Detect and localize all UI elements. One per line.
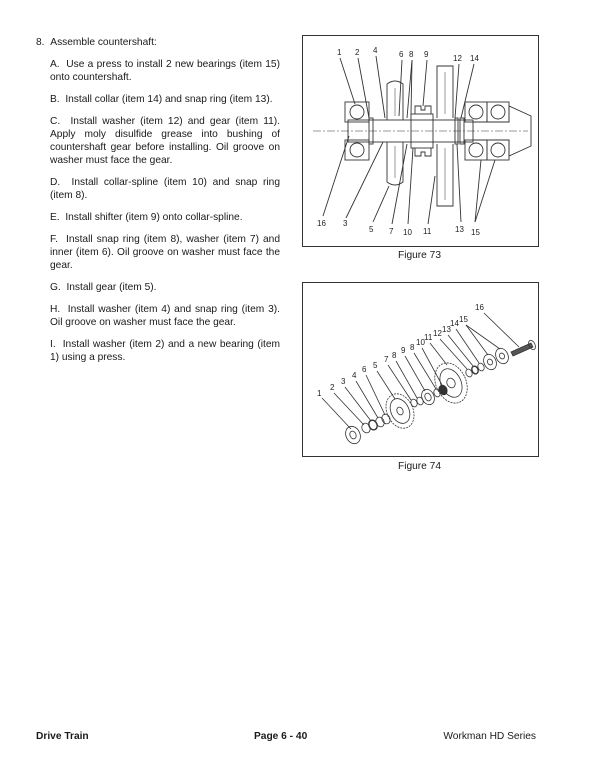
callout-9: 9 [424, 50, 429, 59]
substep-text: Use a press to install 2 new bearings (item 15) onto countershaft. [50, 59, 280, 83]
callout-10: 10 [416, 338, 425, 347]
callout-5: 5 [373, 361, 378, 370]
callout-15: 15 [471, 228, 480, 237]
substep-label: H. [50, 304, 61, 315]
substep-g [50, 281, 280, 294]
substep-label: F. [50, 234, 58, 245]
figure-73-caption: Figure 73 [397, 250, 442, 261]
callout-13: 13 [455, 225, 464, 234]
substep-h [50, 303, 280, 329]
callout-12: 12 [453, 54, 462, 63]
callout-12: 12 [433, 329, 442, 338]
substep-text: Install snap ring (item 8), washer (item 7) and inner (item 6). Oil groove on washer must face the gear. [50, 234, 280, 271]
callout-1: 1 [337, 48, 342, 57]
substep-text: Install washer (item 2) and a new bearing (item 1) using a press. [50, 339, 280, 363]
substep-d [50, 176, 280, 202]
substep-label: G. [50, 282, 61, 293]
substep-e [50, 211, 280, 224]
callout-16: 16 [317, 219, 326, 228]
substep-label: B. [50, 94, 60, 105]
substep-text: Install gear (item 5). [66, 282, 157, 293]
step-title: Assemble countershaft: [50, 37, 157, 48]
callout-5: 5 [369, 225, 374, 234]
substep-b [50, 93, 280, 106]
countershaft-section-drawing [303, 36, 538, 246]
callout-8: 8 [392, 351, 397, 360]
footer-section-title: Drive Train [36, 731, 89, 742]
callout-6: 6 [362, 365, 367, 374]
step-number: 8. [36, 37, 45, 48]
callout-3: 3 [343, 219, 348, 228]
step-heading [36, 36, 280, 49]
instructions [36, 36, 280, 373]
callout-2: 2 [355, 48, 360, 57]
callout-6: 6 [399, 50, 404, 59]
callout-11: 11 [423, 227, 432, 236]
callout-4: 4 [352, 371, 357, 380]
substep-c [50, 115, 280, 167]
callout-3: 3 [341, 377, 346, 386]
substep-label: C. [50, 116, 61, 127]
callout-14: 14 [450, 319, 459, 328]
substep-text: Install shifter (item 9) onto collar-spline. [65, 212, 243, 223]
callout-8: 8 [409, 50, 414, 59]
substep-a [50, 58, 280, 84]
callout-9: 9 [401, 346, 406, 355]
countershaft-exploded-drawing [303, 283, 538, 456]
substep-text: Install collar (item 14) and snap ring (item 13). [65, 94, 273, 105]
substep-label: D. [50, 177, 61, 188]
footer-manual-title: Workman HD Series [443, 731, 536, 742]
figure-73-cross-section [302, 35, 539, 247]
substep-f [50, 233, 280, 272]
callout-14: 14 [470, 54, 479, 63]
callout-10: 10 [403, 228, 412, 237]
figure-74-caption: Figure 74 [397, 461, 442, 472]
callout-8b: 8 [410, 343, 415, 352]
substep-i [50, 338, 280, 364]
substep-label: I. [50, 339, 56, 350]
substep-text: Install washer (item 12) and gear (item 11). Apply moly disulfide grease into bushing of countershaft gear before installing. Oil groove on washer must face the gear. [50, 116, 280, 166]
substep-text: Install washer (item 4) and snap ring (item 3). Oil groove on washer must face the gear. [50, 304, 280, 328]
figure-74-exploded-view [302, 282, 539, 457]
callout-16: 16 [475, 303, 484, 312]
callout-2: 2 [330, 383, 335, 392]
substep-label: A. [50, 59, 60, 70]
footer-page-number: Page 6 - 40 [254, 731, 308, 742]
substep-text: Install collar-spline (item 10) and snap ring (item 8). [50, 177, 280, 201]
callout-1: 1 [317, 389, 322, 398]
substep-label: E. [50, 212, 60, 223]
callout-7: 7 [384, 355, 389, 364]
callout-7: 7 [389, 227, 394, 236]
callout-13: 13 [442, 325, 451, 334]
callout-11: 11 [424, 333, 433, 342]
callout-4: 4 [373, 46, 378, 55]
callout-15: 15 [459, 315, 468, 324]
